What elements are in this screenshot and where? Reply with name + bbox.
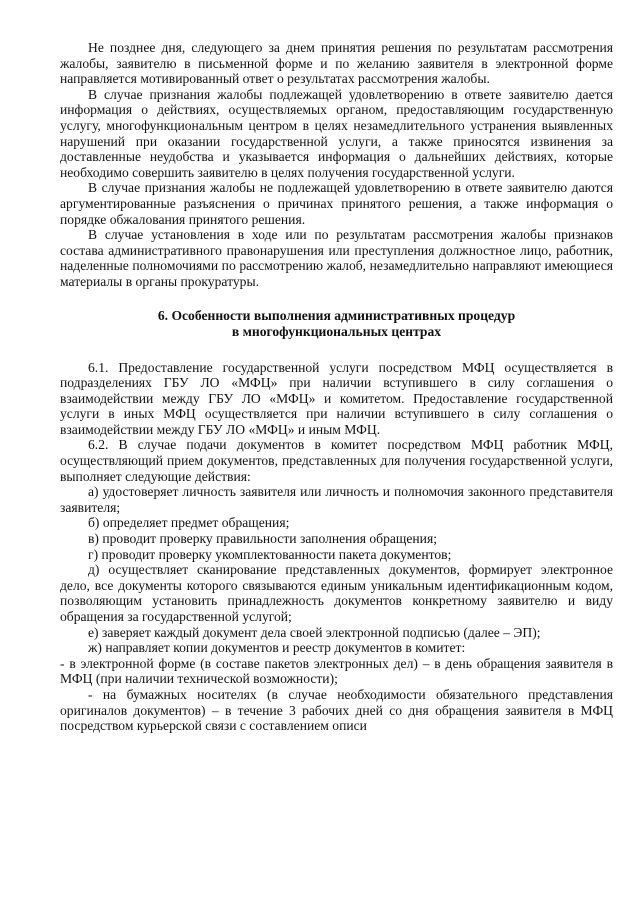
list-item-zh: ж) направляет копии документов и реестр документов в комитет: <box>88 640 466 656</box>
list-item-d: д) осуществляет сканирование представленных документов, формирует электронное дело, все документы которого связываются единым уникальным идентификационным кодом, позволяющим установить принадлежность документов конкретному заявителю и виду обращения за государственной услугой; <box>60 562 613 624</box>
paragraph-prosecution-referral: В случае установления в ходе или по результатам рассмотрения жалобы признаков состава административного правонарушения или преступления должностное лицо, работник, наделенные полномочиями по рассмотрению жалоб, незамедлительно направляют имеющиеся материалы в органы прокуратуры. <box>60 227 613 289</box>
sub-item-electronic: - в электронной форме (в составе пакетов электронных дел) – в день обращения заявителя в МФЦ (при наличии технической возможности); <box>60 655 613 687</box>
section-heading-line-1: 6. Особенности выполнения административных процедур <box>157 307 516 323</box>
list-item-v: в) проводит проверку правильности заполнения обращения; <box>88 531 437 547</box>
section-heading <box>60 308 613 340</box>
section-heading-line-2: в многофункциональных центрах <box>231 323 442 339</box>
list-item-b: б) определяет предмет обращения; <box>88 515 290 531</box>
sub-item-paper: - на бумажных носителях (в случае необходимости обязательного представления оригиналов документов) – в течение 3 рабочих дней со дня обращения заявителя в МФЦ посредством курьерской связи с составлением описи <box>60 686 613 734</box>
paragraph-6-1: 6.1. Предоставление государственной услуги посредством МФЦ осуществляется в подразделениях ГБУ ЛО «МФЦ» при наличии вступившего в силу соглашения о взаимодействии между ГБУ ЛО «МФЦ» и комитетом. Предоставление государственной услуги в иных МФЦ осуществляется при наличии вступившего в силу соглашения о взаимодействии между ГБУ ЛО «МФЦ» и иным МФЦ. <box>60 359 613 437</box>
paragraph-complaint-rejected: В случае признания жалобы не подлежащей удовлетворению в ответе заявителю даются аргументированные разъяснения о причинах принятого решения, а также информация о порядке обжалования принятого решения. <box>60 180 613 227</box>
document-page <box>60 40 613 734</box>
list-item-a: а) удостоверяет личность заявителя или личность и полномочия законного представителя заявителя; <box>60 484 613 515</box>
paragraph-response-deadline: Не позднее дня, следующего за днем принятия решения по результатам рассмотрения жалобы, заявителю в письменной форме и по желанию заявителя в электронной форме направляется мотивированный ответ о результатах рассмотрения жалобы. <box>60 40 613 87</box>
paragraph-complaint-satisfied: В случае признания жалобы подлежащей удовлетворению в ответе заявителю дается информация о действиях, осуществляемых органом, предоставляющим государственную услугу, многофункциональным центром в целях незамедлительного устранения выявленных нарушений при оказании государственной услуги, а также приносятся извинения за доставленные неудобства и указывается информация о дальнейших действиях, которые необходимо совершить заявителю в целях получения государственной услуги. <box>60 86 613 180</box>
paragraph-6-2: 6.2. В случае подачи документов в комитет посредством МФЦ работник МФЦ, осуществляющий прием документов, представленных для получения государственной услуги, выполняет следующие действия: <box>60 437 613 484</box>
list-item-e: е) заверяет каждый документ дела своей электронной подписью (далее – ЭП); <box>88 624 541 640</box>
list-item-g: г) проводит проверку укомплектованности пакета документов; <box>88 546 452 562</box>
